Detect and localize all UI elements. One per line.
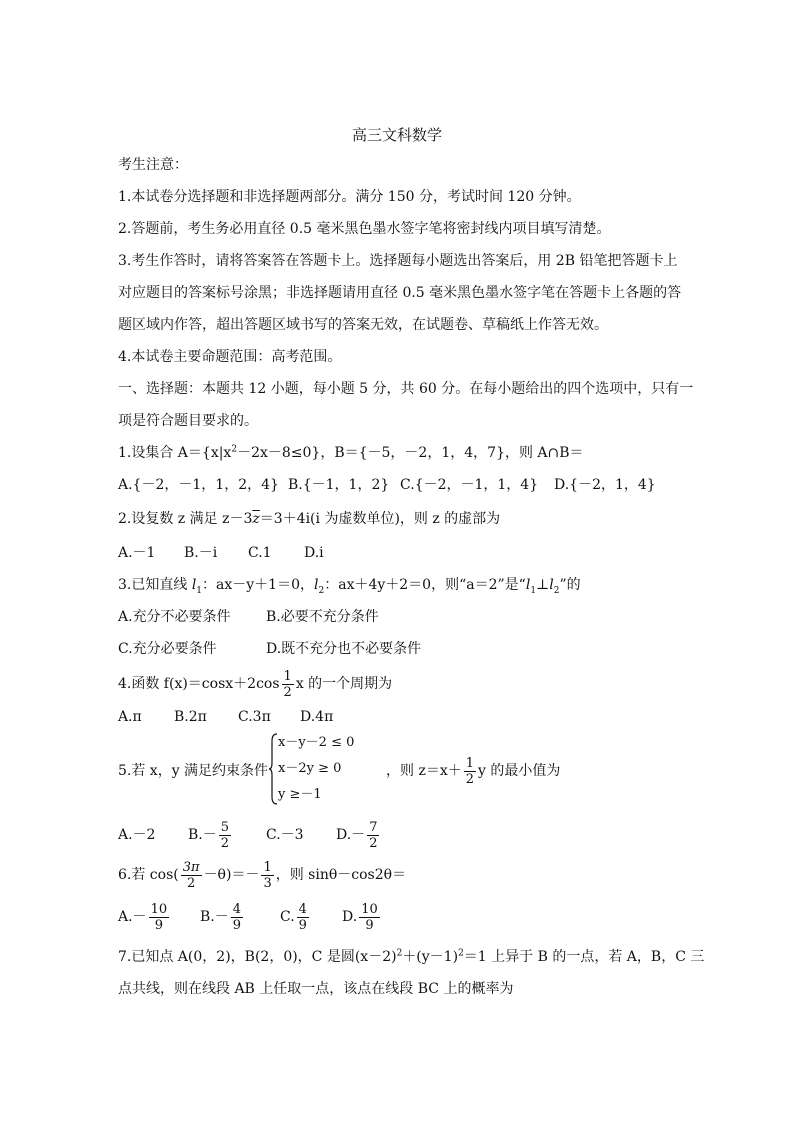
q6-option-c-pre: C. <box>280 909 295 925</box>
q6-option-a-den: 9 <box>154 917 163 933</box>
q1-option-c: C.{－2，－1，1，4} <box>400 477 539 493</box>
q5-constraint-2: x－2y ≥ 0 <box>278 761 342 776</box>
question-7-stem <box>118 948 704 966</box>
q1-option-b: B.{－1，1，2} <box>288 477 390 493</box>
question-2-options <box>118 544 324 562</box>
q3-line-l: l <box>314 577 319 593</box>
q1-stem-part: 1.设集合 A＝{x|x <box>118 445 232 461</box>
q6-option-d-fraction <box>359 902 380 933</box>
question-4-stem <box>118 668 392 700</box>
q3-subscript: 2 <box>318 585 325 596</box>
q6-option-c-fraction <box>297 902 309 933</box>
q6-option-d-num: 10 <box>361 901 378 917</box>
question-3-options-row2 <box>118 640 421 658</box>
q6-fraction-2-den: 3 <box>263 875 272 891</box>
q5-option-c: C.－3 <box>266 827 304 843</box>
q2-option-c: C.1 <box>248 545 272 561</box>
q6-option-a <box>118 900 200 934</box>
q3-line-l: l <box>191 577 197 593</box>
q3-stem-part: ：ax－y＋1＝0， <box>202 577 314 593</box>
q4-option-a: A.π <box>118 709 142 725</box>
q5-option-d-fraction <box>367 820 379 851</box>
q6-option-b-fraction <box>231 902 243 933</box>
q5-stem-part: ，则 z＝x＋ <box>386 763 462 779</box>
q5-stem-part: y 的最小值为 <box>478 763 561 779</box>
question-6-options <box>118 900 382 934</box>
q6-option-b-pre: B.－ <box>200 909 229 925</box>
q5-option-d-num: 7 <box>369 819 378 835</box>
q1-option-d: D.{－2，1，4} <box>554 477 656 493</box>
q4-option-d: D.4π <box>300 709 334 725</box>
notice-item-4: 4.本试卷主要命题范围：高考范围。 <box>118 349 342 365</box>
page-title: 高三文科数学 <box>351 126 442 144</box>
q5-option-b <box>188 818 266 852</box>
q5-constraint-3: y ≥－1 <box>278 787 322 802</box>
q3-option-d: D.既不充分也不必要条件 <box>266 641 422 657</box>
q6-option-d-pre: D. <box>342 909 358 925</box>
q4-fraction-num: 1 <box>283 668 292 684</box>
q5-option-a: A.－2 <box>118 827 156 843</box>
q6-option-a-num: 10 <box>150 901 168 917</box>
question-5-options <box>118 818 381 852</box>
q5-option-d-den: 2 <box>369 835 378 851</box>
q2-conjugate-z: $\overline{z}$ <box>252 511 260 527</box>
q6-option-b <box>200 900 280 934</box>
q3-subscript: 1 <box>196 585 203 596</box>
q6-stem-part: 6.若 cos( <box>118 867 179 883</box>
question-1-stem <box>118 444 584 462</box>
q5-fraction-den: 2 <box>465 771 475 787</box>
q3-subscript: 2 <box>553 585 560 596</box>
notice-heading: 考生注意： <box>118 157 188 173</box>
q2-stem-part: ＝3＋4i(i 为虚数单位)，则 z 的虚部为 <box>259 511 501 527</box>
notice-item-3-cont2: 题区域内作答，超出答题区域书写的答案无效，在试题卷、草稿纸上作答无效。 <box>118 317 608 333</box>
q3-stem-part: 3.已知直线 <box>118 577 192 593</box>
q5-option-b-fraction <box>219 820 231 851</box>
q7-stem-part: ＝1 上异于 B 的一点，若 A，B，C 三 <box>463 949 705 965</box>
q2-stem-part: 2.设复数 z 满足 z－3 <box>118 511 253 527</box>
notice-item-3: 3.考生作答时，请将答案答在答题卡上。选择题每小题选出答案后，用 2B 铅笔把答题卡上 <box>118 253 678 269</box>
question-3-options-row1 <box>118 608 379 626</box>
q1-superscript: 2 <box>231 444 238 455</box>
q6-option-c <box>280 900 342 934</box>
q7-superscript: 2 <box>396 948 403 959</box>
q4-fraction <box>282 669 294 700</box>
q3-stem-part: ”的 <box>559 577 581 593</box>
q4-stem-part: 4.函数 f(x)＝cosx＋2cos <box>118 676 280 692</box>
q6-option-d-den: 9 <box>365 917 374 933</box>
q3-option-a: A.充分不必要条件 <box>118 609 231 625</box>
notice-item-3-cont: 对应题目的答案标号涂黑；非选择题请用直径 0.5 毫米黑色墨水签字笔在答题卡上各题的答 <box>118 285 682 301</box>
q4-fraction-den: 2 <box>283 684 292 700</box>
q6-fraction-1 <box>181 860 202 891</box>
q5-option-b-pre: B.－ <box>188 827 217 843</box>
question-6-stem <box>118 858 406 892</box>
q2-option-d: D.i <box>304 545 324 561</box>
q3-line-l: l <box>549 577 554 593</box>
q1-stem-part: －2x－8≤0}，B＝{－5，－2，1，4，7}，则 A∩B＝ <box>237 445 584 461</box>
q1-option-a: A.{－2，－1，1，2，4} <box>118 477 279 493</box>
q3-option-b: B.必要不充分条件 <box>266 609 379 625</box>
q6-option-b-num: 4 <box>232 901 242 917</box>
question-2-stem <box>118 510 500 528</box>
q6-stem-part: ，则 sinθ－cos2θ＝ <box>275 867 407 883</box>
q6-fraction-2 <box>261 860 273 891</box>
q7-stem-part: ＋(y－1) <box>402 949 459 965</box>
q6-option-c-den: 9 <box>298 917 307 933</box>
section-heading: 一、选择题：本题共 12 小题，每小题 5 分，共 60 分。在每小题给出的四个选项中，只有一 <box>118 381 694 397</box>
q3-option-c: C.充分必要条件 <box>118 641 217 657</box>
q6-option-d <box>342 900 382 934</box>
q5-option-d <box>336 818 381 852</box>
question-5-stem-tail <box>386 755 560 787</box>
q3-subscript: 1 <box>530 585 537 596</box>
q2-option-b: B.－i <box>184 545 218 561</box>
question-3-stem <box>118 576 581 594</box>
q5-option-d-pre: D.－ <box>336 827 366 843</box>
q4-option-b: B.2π <box>174 709 207 725</box>
q4-stem-part: x 的一个周期为 <box>295 676 393 692</box>
q4-option-c: C.3π <box>238 709 271 725</box>
notice-item-2: 2.答题前，考生务必用直径 0.5 毫米黑色墨水签字笔将密封线内项目填写清楚。 <box>118 221 611 237</box>
q2-option-a: A.－1 <box>118 545 156 561</box>
notice-item-1: 1.本试卷分选择题和非选择题两部分。满分 150 分，考试时间 120 分钟。 <box>118 189 581 205</box>
q6-fraction-1-den: 2 <box>187 875 196 891</box>
question-7-stem-cont: 点共线，则在线段 AB 上任取一点，该点在线段 BC 上的概率为 <box>118 981 514 997</box>
q5-option-b-den: 2 <box>220 835 230 851</box>
q3-perp: ⊥ <box>536 577 550 593</box>
q5-fraction-num: 1 <box>465 755 475 771</box>
question-1-options <box>118 476 656 494</box>
q5-fraction <box>464 756 476 787</box>
section-heading-cont: 项是符合题目要求的。 <box>118 413 258 429</box>
q7-superscript: 2 <box>458 948 464 959</box>
q6-option-a-pre: A.－ <box>118 909 147 925</box>
q6-stem-part: －θ)＝－ <box>203 867 260 883</box>
q5-constraint-1: x－y－2 ≤ 0 <box>278 735 355 750</box>
question-5-stem-lead: 5.若 x，y 满足约束条件 <box>118 763 269 779</box>
q6-fraction-2-num: 1 <box>263 859 272 875</box>
q3-line-l: l <box>525 577 531 593</box>
q7-stem-part: 7.已知点 A(0，2)，B(2，0)，C 是圆(x－2) <box>118 949 397 965</box>
q5-constraint-system <box>268 733 388 805</box>
q6-option-c-num: 4 <box>298 901 307 917</box>
q6-option-a-fraction <box>149 902 170 933</box>
q6-option-b-den: 9 <box>232 917 242 933</box>
q6-fraction-1-num: 3π <box>182 859 200 875</box>
q5-left-brace-icon <box>268 733 278 805</box>
q5-option-b-num: 5 <box>220 819 230 835</box>
q3-stem-part: ：ax＋4y＋2＝0，则“a＝2”是“ <box>324 577 526 593</box>
question-4-options <box>118 708 333 726</box>
